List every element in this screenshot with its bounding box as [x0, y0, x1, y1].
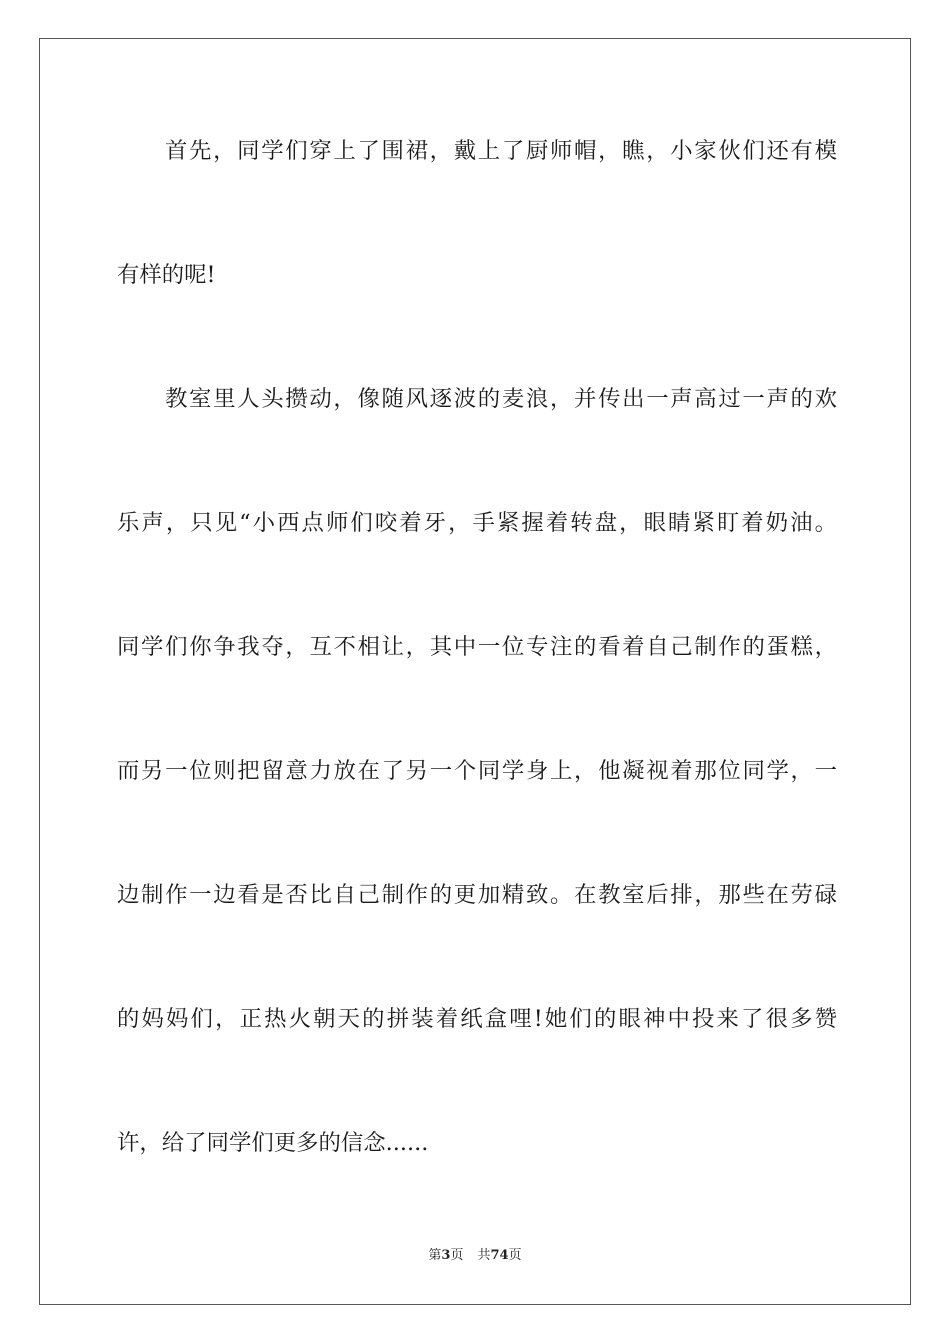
- footer-total-prefix: 共: [477, 1248, 491, 1263]
- paragraph-1-line-1: 首先，同学们穿上了围裙，戴上了厨师帽，瞧，小家伙们还有模: [165, 138, 837, 164]
- paragraph-2-line-5: 边制作一边看是否比自己制作的更加精致。在教室后排，那些在劳碌: [117, 882, 837, 908]
- paragraph-2-line-7: 许，给了同学们更多的信念......: [117, 1130, 429, 1156]
- paragraph-2-line-1: 教室里人头攒动，像随风逐波的麦浪，并传出一声高过一声的欢: [165, 386, 837, 412]
- paragraph-2-line-6: 的妈妈们，正热火朝天的拼装着纸盒哩!她们的眼神中投来了很多赞: [117, 1006, 837, 1032]
- paragraph-2-line-2: 乐声，只见“小西点师们咬着牙，手紧握着转盘，眼睛紧盯着奶油。: [117, 510, 837, 536]
- paragraph-1-line-2: 有样的呢!: [117, 262, 216, 288]
- footer-page-suffix: 页: [450, 1248, 464, 1263]
- footer-total-suffix: 页: [508, 1248, 522, 1263]
- footer-total-pages: 74: [490, 1248, 509, 1263]
- paragraph-2-line-4: 而另一位则把留意力放在了另一个同学身上，他凝视着那位同学，一: [117, 758, 837, 784]
- page-frame: [39, 38, 911, 1305]
- footer-page-number: 3: [441, 1248, 451, 1263]
- footer-page-prefix: 第: [428, 1248, 442, 1263]
- page-footer: [0, 1248, 950, 1264]
- paragraph-2-line-3: 同学们你争我夺，互不相让，其中一位专注的看着自己制作的蛋糕，: [117, 634, 837, 660]
